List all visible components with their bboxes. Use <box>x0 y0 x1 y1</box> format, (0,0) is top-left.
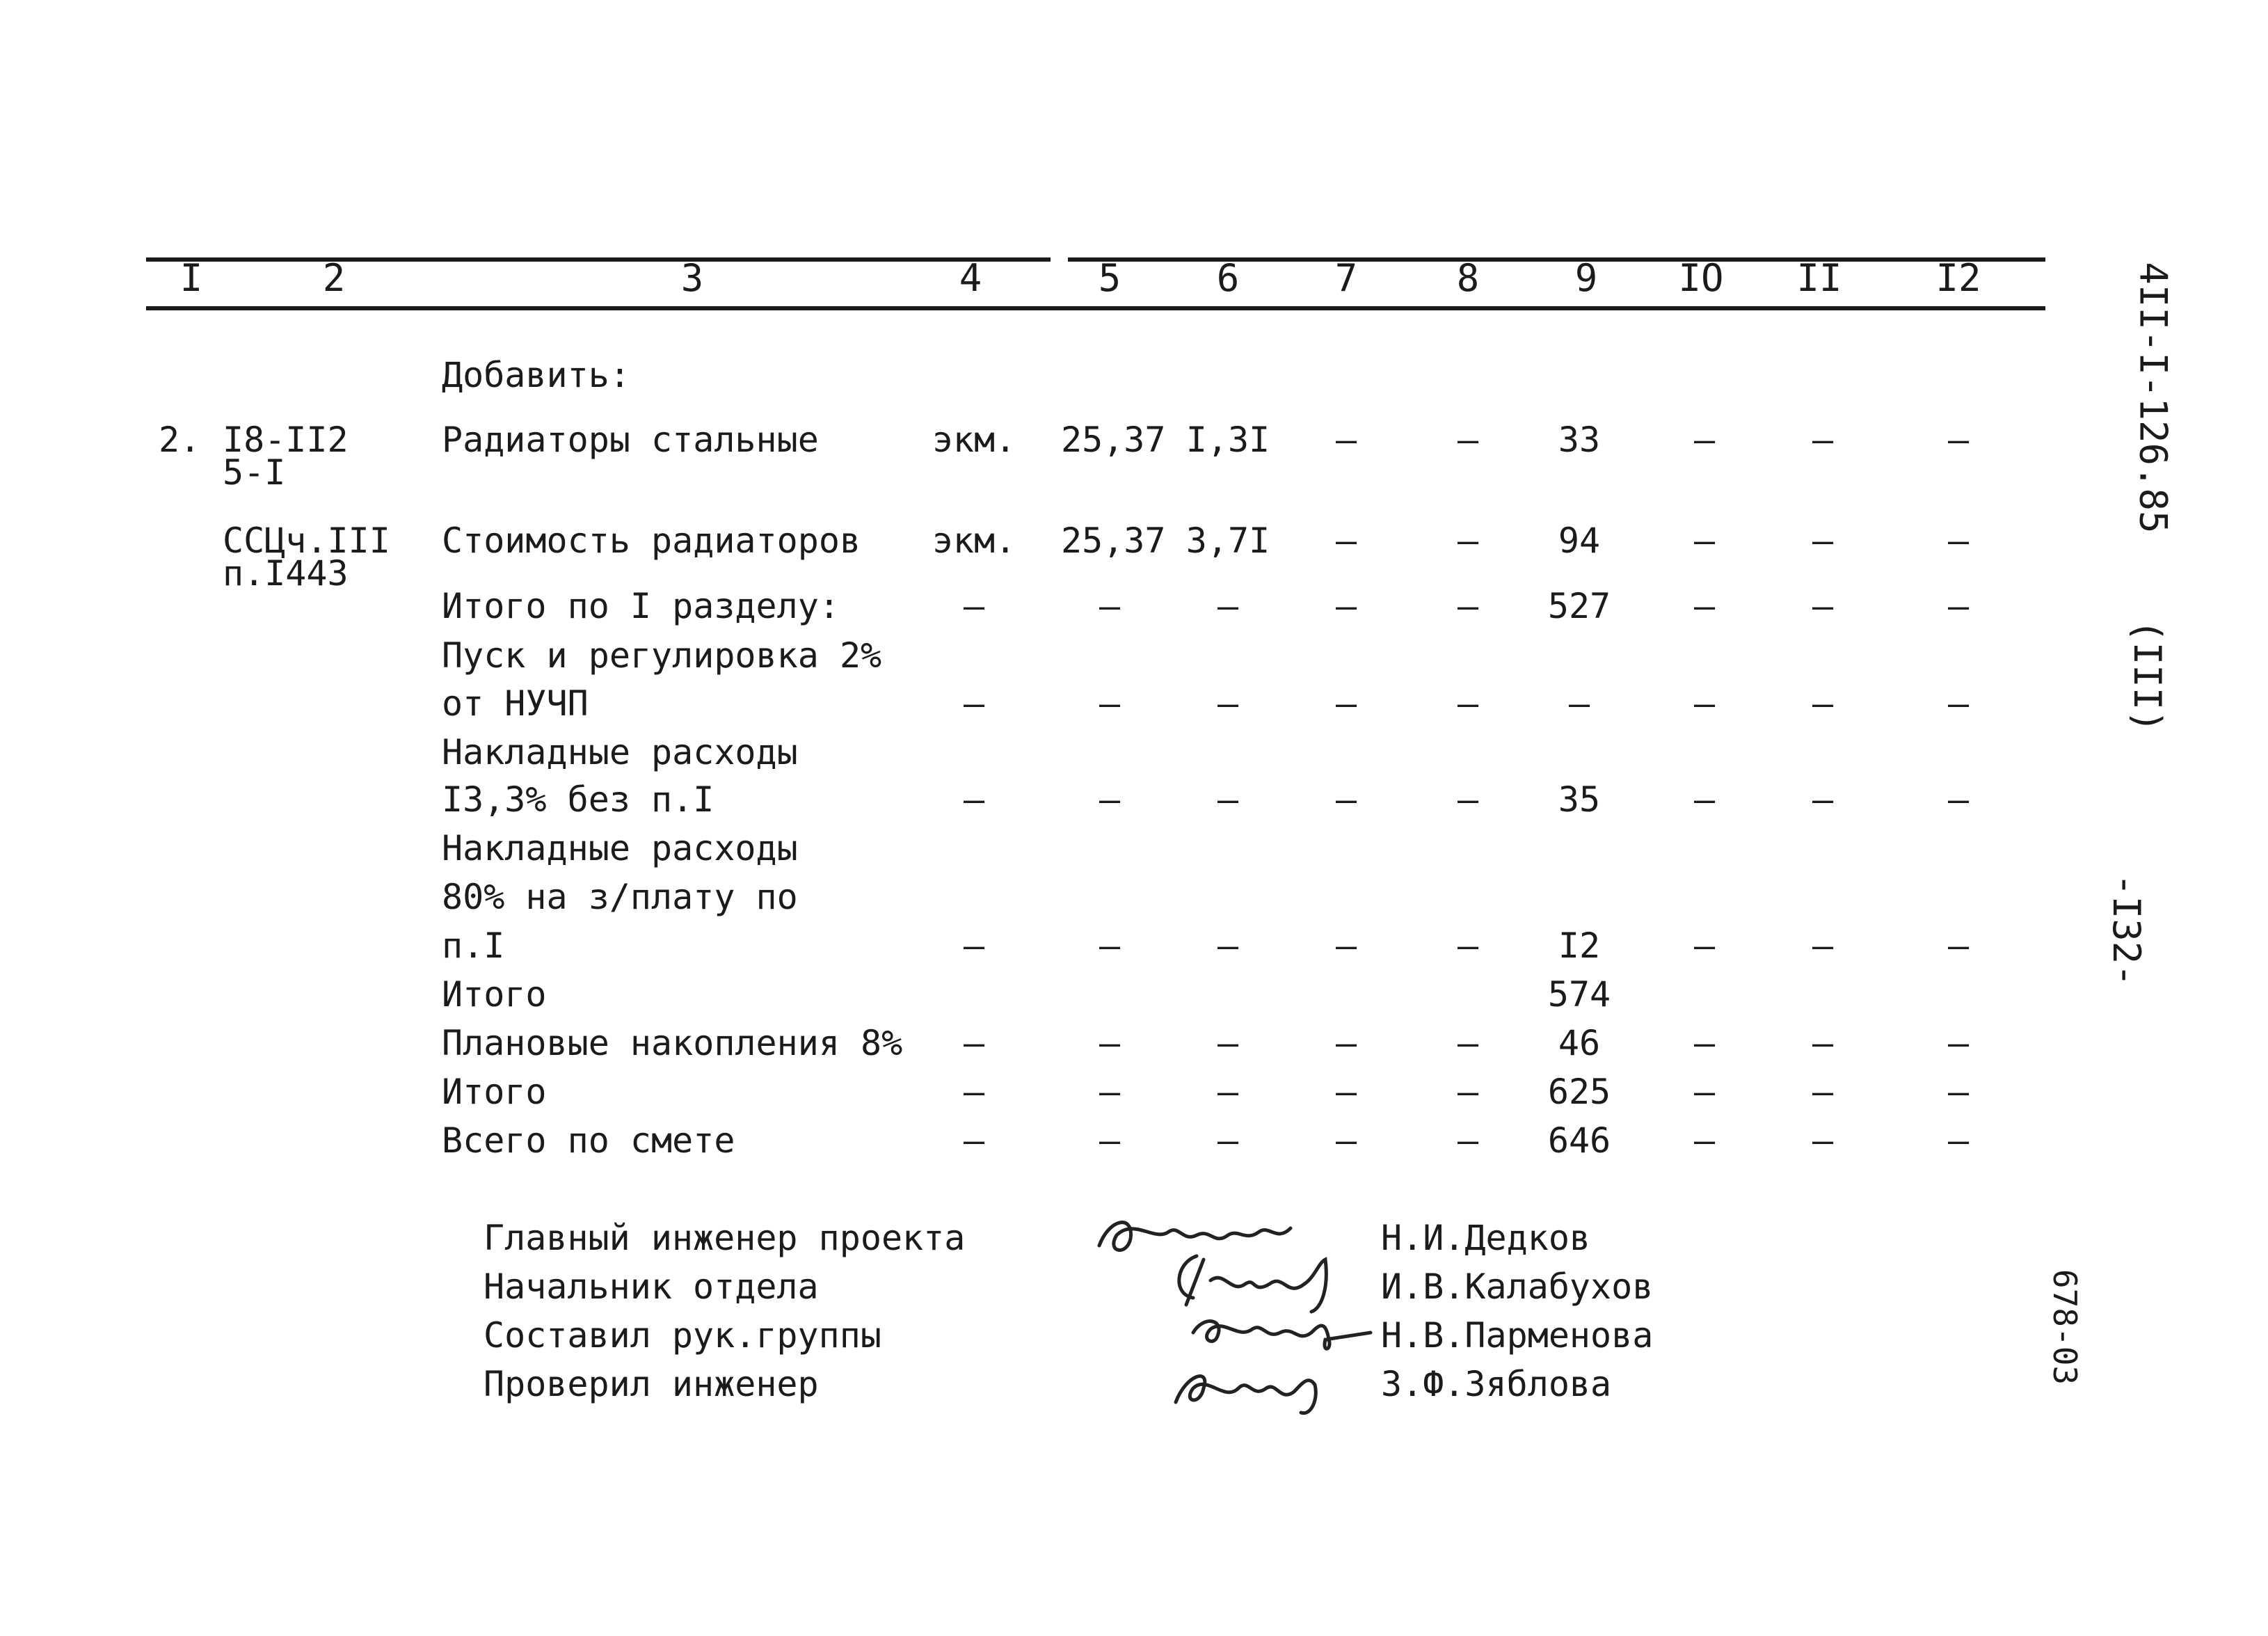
row-name-line: от НУЧП <box>442 683 589 724</box>
col-header-5: 5 <box>1098 256 1121 300</box>
row-col12: – <box>1947 521 1970 561</box>
header-top-rule-left <box>146 257 1051 262</box>
row-unit: экм. <box>932 521 1016 561</box>
row-name-line: п.I <box>442 926 505 966</box>
row-name-line: Накладные расходы <box>442 732 798 772</box>
signature-name: Н.И.Дедков <box>1381 1218 1591 1258</box>
row-col12: – <box>1947 1120 1970 1161</box>
row-col5: – <box>1099 586 1121 626</box>
row-col9: 646 <box>1547 1120 1611 1161</box>
row-col8: – <box>1457 586 1479 626</box>
row-col10: – <box>1693 586 1716 626</box>
row-unit: – <box>963 586 985 626</box>
row-col5: 25,37 <box>1061 420 1166 460</box>
side-page-number: -I32- <box>2104 873 2148 987</box>
row-name-line: 80% на з/плату по <box>442 877 798 917</box>
row-col12: – <box>1947 779 1970 820</box>
row-col9: 33 <box>1558 420 1601 460</box>
row-col5: – <box>1099 1023 1121 1063</box>
row-name-line: Итого по I разделу: <box>442 586 840 626</box>
row-code-line: I8-II2 <box>223 420 349 460</box>
row-name-line: I3,3% без п.I <box>442 779 714 820</box>
side-sheet-number: 678-03 <box>2046 1269 2084 1385</box>
signature-name: З.Ф.Зяблова <box>1381 1364 1612 1404</box>
col-header-3: 3 <box>680 256 704 300</box>
row-name-line: Плановые накопления 8% <box>442 1023 903 1063</box>
row-col6: – <box>1217 683 1239 724</box>
row-col7: – <box>1335 779 1357 820</box>
row-col12: – <box>1947 586 1970 626</box>
row-col12: – <box>1947 1072 1970 1112</box>
row-col8: – <box>1457 420 1479 460</box>
row-name-line: Итого <box>442 1072 547 1112</box>
signature-role: Проверил инженер <box>484 1364 819 1404</box>
signature-role: Начальник отдела <box>484 1266 819 1307</box>
row-col5: – <box>1099 1120 1121 1161</box>
row-col8: – <box>1457 1120 1479 1161</box>
col-header-4: 4 <box>959 256 982 300</box>
row-number: 2. <box>159 420 201 460</box>
row-col10: – <box>1693 683 1716 724</box>
handwritten-signature-3 <box>1183 1301 1377 1357</box>
row-col5: – <box>1099 1072 1121 1112</box>
col-header-12: I2 <box>1935 256 1981 300</box>
row-col5: – <box>1099 779 1121 820</box>
row-unit: – <box>963 1072 985 1112</box>
handwritten-signature-4 <box>1162 1353 1343 1423</box>
header-bottom-rule <box>146 306 2045 310</box>
row-col10: – <box>1693 1120 1716 1161</box>
row-col12: – <box>1947 926 1970 966</box>
row-col11: – <box>1812 926 1834 966</box>
row-col11: – <box>1812 420 1834 460</box>
row-col9: 625 <box>1547 1072 1611 1112</box>
row-col11: – <box>1812 1120 1834 1161</box>
row-col7: – <box>1335 420 1357 460</box>
signature-role: Главный инженер проекта <box>484 1218 966 1258</box>
row-col11: – <box>1812 683 1834 724</box>
row-col12: – <box>1947 1023 1970 1063</box>
row-col10: – <box>1693 779 1716 820</box>
row-col8: – <box>1457 779 1479 820</box>
row-col10: – <box>1693 420 1716 460</box>
row-col6: – <box>1217 586 1239 626</box>
signature-role: Составил рук.группы <box>484 1315 881 1356</box>
side-section-label: (III) <box>2125 619 2169 733</box>
row-col5: 25,37 <box>1061 521 1166 561</box>
signature-name: И.В.Калабухов <box>1381 1266 1654 1307</box>
row-col10: – <box>1693 1023 1716 1063</box>
row-col10: – <box>1693 926 1716 966</box>
row-col10: – <box>1693 521 1716 561</box>
col-header-9: 9 <box>1574 256 1598 300</box>
row-col8: – <box>1457 1023 1479 1063</box>
row-name-line: Пуск и регулировка 2% <box>442 635 882 676</box>
row-col7: – <box>1335 1023 1357 1063</box>
row-col11: – <box>1812 1023 1834 1063</box>
row-col7: – <box>1335 926 1357 966</box>
row-col7: – <box>1335 521 1357 561</box>
row-name-line: Накладные расходы <box>442 828 798 868</box>
row-col7: – <box>1335 683 1357 724</box>
col-header-10: IO <box>1678 256 1724 300</box>
col-header-2: 2 <box>322 256 346 300</box>
row-col9: 35 <box>1558 779 1601 820</box>
row-col5: – <box>1099 926 1121 966</box>
row-col5: – <box>1099 683 1121 724</box>
row-col6: – <box>1217 926 1239 966</box>
row-col6: 3,7I <box>1185 521 1270 561</box>
col-header-7: 7 <box>1334 256 1358 300</box>
col-header-1: I <box>179 256 203 300</box>
row-name-line: Добавить: <box>442 355 630 395</box>
row-col6: – <box>1217 1072 1239 1112</box>
row-col7: – <box>1335 1072 1357 1112</box>
row-col6: I,3I <box>1185 420 1270 460</box>
row-col6: – <box>1217 1023 1239 1063</box>
row-name-line: Стоимость радиаторов <box>442 521 861 561</box>
row-col9: 527 <box>1547 586 1611 626</box>
row-col8: – <box>1457 926 1479 966</box>
row-col8: – <box>1457 683 1479 724</box>
side-doc-code: 4II-I-126.85 <box>2131 262 2175 534</box>
row-col11: – <box>1812 586 1834 626</box>
row-col8: – <box>1457 521 1479 561</box>
row-col12: – <box>1947 420 1970 460</box>
row-col11: – <box>1812 521 1834 561</box>
col-header-11: II <box>1796 256 1842 300</box>
row-unit: – <box>963 1023 985 1063</box>
row-name-line: Всего по смете <box>442 1120 735 1161</box>
row-name-line: Радиаторы стальные <box>442 420 819 460</box>
row-col11: – <box>1812 779 1834 820</box>
row-name-line: Итого <box>442 974 547 1015</box>
row-col6: – <box>1217 1120 1239 1161</box>
col-header-8: 8 <box>1456 256 1480 300</box>
row-unit: экм. <box>932 420 1016 460</box>
row-unit: – <box>963 683 985 724</box>
row-unit: – <box>963 1120 985 1161</box>
row-unit: – <box>963 779 985 820</box>
row-col11: – <box>1812 1072 1834 1112</box>
row-col9: I2 <box>1558 926 1601 966</box>
row-col9: 94 <box>1558 521 1601 561</box>
row-code-line: 5-I <box>223 452 286 493</box>
row-col7: – <box>1335 1120 1357 1161</box>
row-col12: – <box>1947 683 1970 724</box>
col-header-6: 6 <box>1216 256 1240 300</box>
row-unit: – <box>963 926 985 966</box>
row-code-line: п.I443 <box>223 553 349 594</box>
signature-name: Н.В.Парменова <box>1381 1315 1654 1356</box>
row-col9: 46 <box>1558 1023 1601 1063</box>
row-col6: – <box>1217 779 1239 820</box>
row-code-line: ССЦч.III <box>223 521 390 561</box>
row-col7: – <box>1335 586 1357 626</box>
row-col10: – <box>1693 1072 1716 1112</box>
row-col8: – <box>1457 1072 1479 1112</box>
row-col9: – <box>1568 683 1590 724</box>
row-col9: 574 <box>1547 974 1611 1015</box>
